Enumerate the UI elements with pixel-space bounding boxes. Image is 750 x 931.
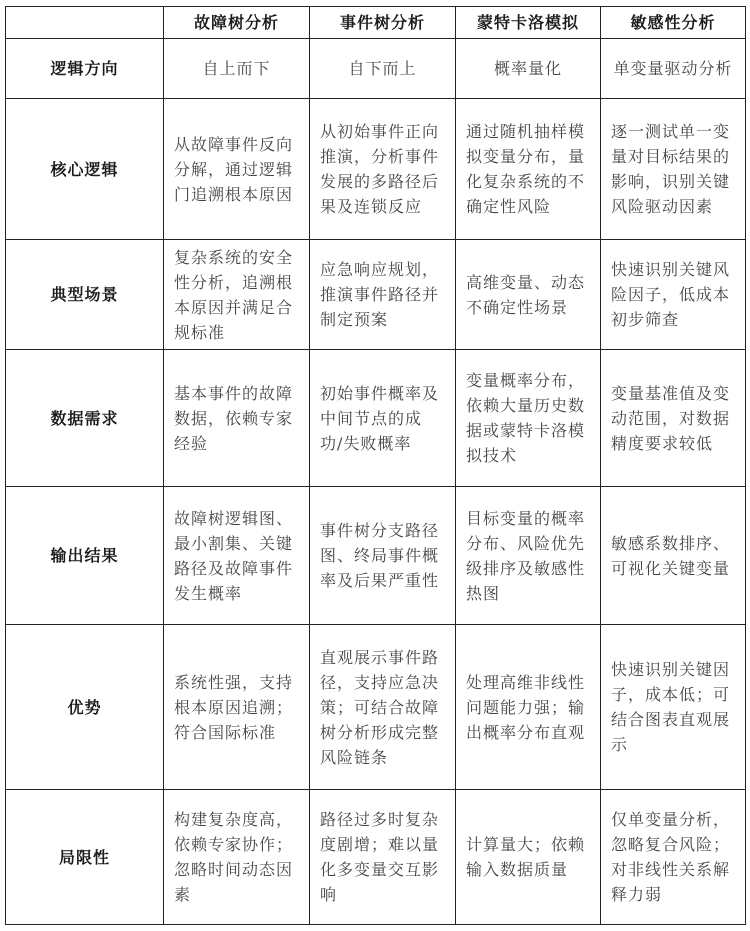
- row-label: 数据需求: [6, 350, 164, 487]
- table-cell: 敏感系数排序、可视化关键变量: [601, 487, 746, 625]
- table-cell: 直观展示事件路径，支持应急决策；可结合故障树分析形成完整风险链条: [310, 625, 456, 790]
- header-sensitivity: 敏感性分析: [601, 7, 746, 39]
- table-cell: 概率量化: [456, 39, 601, 99]
- header-row: [6, 7, 746, 39]
- table-cell: 事件树分支路径图、终局事件概率及后果严重性: [310, 487, 456, 625]
- table-cell: 路径过多时复杂度剧增；难以量化多变量交互影响: [310, 790, 456, 925]
- table-cell: 快速识别关键风险因子，低成本初步筛查: [601, 240, 746, 350]
- row-label: 典型场景: [6, 240, 164, 350]
- table-cell: 逐一测试单一变量对目标结果的影响，识别关键风险驱动因素: [601, 99, 746, 240]
- header-corner: [6, 7, 164, 39]
- header-monte-carlo: 蒙特卡洛模拟: [456, 7, 601, 39]
- header-fault-tree: 故障树分析: [164, 7, 310, 39]
- table-cell: 基本事件的故障数据，依赖专家经验: [164, 350, 310, 487]
- table-cell: 复杂系统的安全性分析，追溯根本原因并满足合规标准: [164, 240, 310, 350]
- table-cell: 变量基准值及变动范围，对数据精度要求较低: [601, 350, 746, 487]
- row-label: 优势: [6, 625, 164, 790]
- table-cell: 应急响应规划，推演事件路径并制定预案: [310, 240, 456, 350]
- row-label: 核心逻辑: [6, 99, 164, 240]
- comparison-table: [5, 6, 746, 925]
- row-label: 局限性: [6, 790, 164, 925]
- row-label: 逻辑方向: [6, 39, 164, 99]
- header-event-tree: 事件树分析: [310, 7, 456, 39]
- table-cell: 从故障事件反向分解，通过逻辑门追溯根本原因: [164, 99, 310, 240]
- table-cell: 单变量驱动分析: [601, 39, 746, 99]
- table-row: [6, 625, 746, 790]
- table-cell: 自上而下: [164, 39, 310, 99]
- table-cell: 系统性强，支持根本原因追溯；符合国际标准: [164, 625, 310, 790]
- table-cell: 快速识别关键因子，成本低；可结合图表直观展示: [601, 625, 746, 790]
- table-cell: 自下而上: [310, 39, 456, 99]
- table-cell: 高维变量、动态不确定性场景: [456, 240, 601, 350]
- table-cell: 通过随机抽样模拟变量分布，量化复杂系统的不确定性风险: [456, 99, 601, 240]
- table-cell: 故障树逻辑图、最小割集、关键路径及故障事件发生概率: [164, 487, 310, 625]
- table-row: [6, 240, 746, 350]
- table-cell: 变量概率分布，依赖大量历史数据或蒙特卡洛模拟技术: [456, 350, 601, 487]
- table-cell: 计算量大；依赖输入数据质量: [456, 790, 601, 925]
- table-row: [6, 39, 746, 99]
- table-cell: 仅单变量分析，忽略复合风险；对非线性关系解释力弱: [601, 790, 746, 925]
- table-cell: 目标变量的概率分布、风险优先级排序及敏感性热图: [456, 487, 601, 625]
- table-row: [6, 487, 746, 625]
- table-cell: 初始事件概率及中间节点的成功/失败概率: [310, 350, 456, 487]
- row-label: 输出结果: [6, 487, 164, 625]
- table-row: [6, 350, 746, 487]
- table-cell: 构建复杂度高，依赖专家协作；忽略时间动态因素: [164, 790, 310, 925]
- table-cell: 处理高维非线性问题能力强；输出概率分布直观: [456, 625, 601, 790]
- table-row: [6, 790, 746, 925]
- table-cell: 从初始事件正向推演，分析事件发展的多路径后果及连锁反应: [310, 99, 456, 240]
- table-row: [6, 99, 746, 240]
